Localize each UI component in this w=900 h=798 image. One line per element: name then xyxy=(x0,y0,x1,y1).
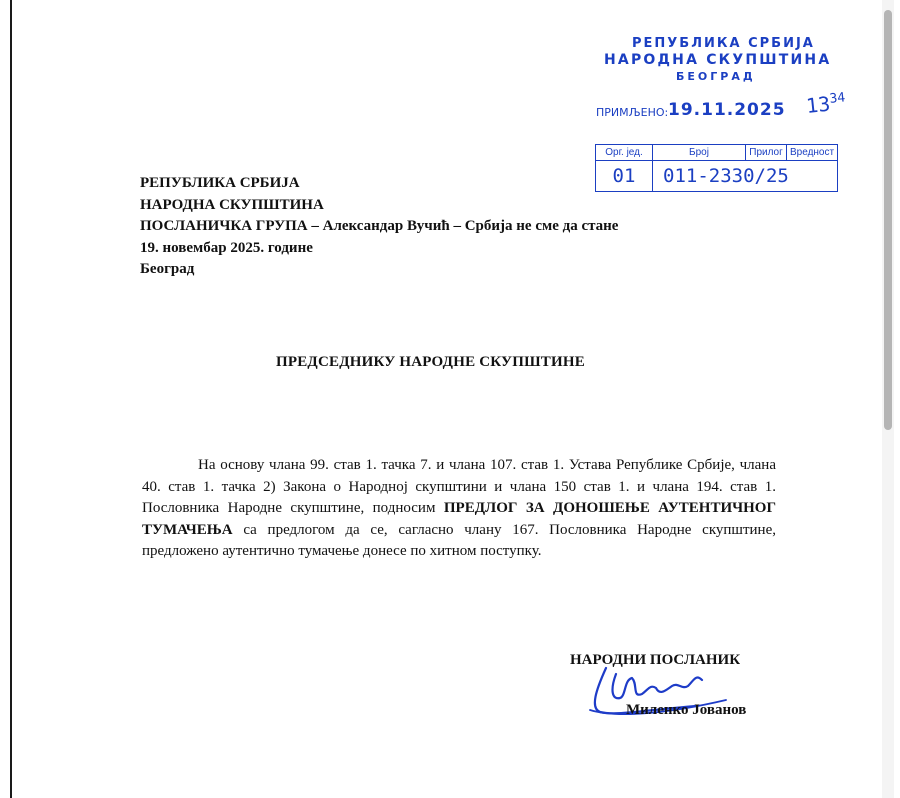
scrollbar-thumb[interactable] xyxy=(884,10,892,430)
body-part-2: са предлогом да се, сагласно члану 167. Пословника Народне скупштине, предложено аутентично тумачење донесе по хитном поступку. xyxy=(142,521,776,559)
stamp-line-2: НАРОДНА СКУПШТИНА xyxy=(604,52,832,68)
header-assembly: НАРОДНА СКУПШТИНА xyxy=(140,196,324,213)
stamp-line-3: БЕОГРАД xyxy=(676,70,756,83)
registry-header-value: Вредност xyxy=(787,145,838,161)
body-part-1: На основу члана 99. став 1. тачка 7. и члана 107. став 1. Устава Републике Србије, члана 40. став 1. тачка 2) Закона о Народној скупштини и члана 150 став 1. и члана 194. став 1. Пословника Народне скупштине, подносим xyxy=(142,457,776,516)
stamp-handwritten-superscript: 34 xyxy=(828,90,846,107)
body-proposal-title: ПРЕДЛОГ ЗА ДОНОШЕЊЕ АУТЕНТИЧНОГ ТУМАЧЕЊА xyxy=(142,500,776,538)
registry-table xyxy=(595,144,838,192)
header-group: ПОСЛАНИЧКА ГРУПА – Александар Вучић – Србија не сме да стане xyxy=(140,218,619,234)
registry-header-attachment: Прилог xyxy=(746,145,787,161)
header-date: 19. новембар 2025. године xyxy=(140,239,313,256)
document-header xyxy=(140,173,618,281)
registry-header-org: Орг. јед. xyxy=(596,145,653,161)
header-city: Београд xyxy=(140,261,195,277)
header-republic: РЕПУБЛИКА СРБИЈА xyxy=(140,175,300,191)
stamp-received-date: 19.11.2025 xyxy=(668,100,786,120)
stamp-received-label: ПРИМЉЕНО: xyxy=(596,106,669,119)
stamp-handwritten-number: 13 xyxy=(804,91,832,119)
stamp-line-1: РЕПУБЛИКА СРБИЈА xyxy=(632,36,815,51)
signature-title: НАРОДНИ ПОСЛАНИК xyxy=(570,652,741,668)
addressee: ПРЕДСЕДНИКУ НАРОДНЕ СКУПШТИНЕ xyxy=(276,354,585,370)
registry-value-org: 01 xyxy=(596,161,653,192)
registry-value-number: 011-2330/25 xyxy=(653,161,838,192)
stamp-handwritten-mark xyxy=(805,90,847,118)
page-edge xyxy=(10,0,12,798)
signatory-name: Миленко Јованов xyxy=(626,702,747,718)
registry-header-number: Број xyxy=(653,145,746,161)
body-paragraph xyxy=(142,455,776,563)
